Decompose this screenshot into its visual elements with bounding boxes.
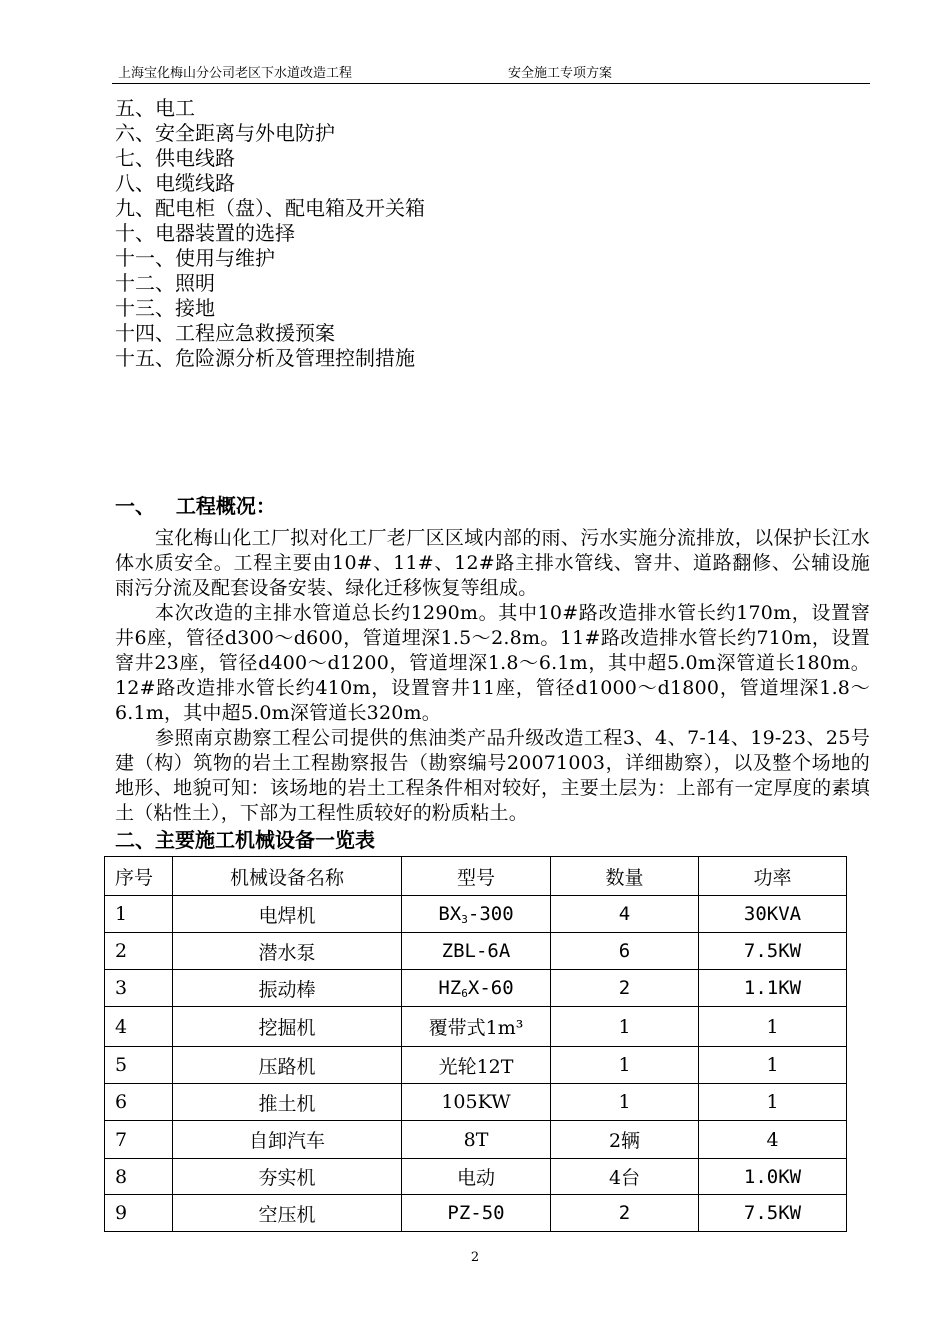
paragraph: 宝化梅山化工厂拟对化工厂老厂区区域内部的雨、污水实施分流排放，以保护长江水体水质安全。工程主要由10#、11#、12#路主排水管线、窨井、道路翻修、公辅设施雨污分流及配套设备安装、绿化迁移恢复等组成。 [115, 527, 870, 599]
header-cell-qty: 数量 [551, 857, 699, 896]
cell-power: 1 [699, 1047, 847, 1084]
cell-name: 潜水泵 [173, 933, 402, 970]
model-tail: X-60 [467, 976, 514, 999]
cell-qty: 1 [551, 1047, 699, 1084]
cell-qty: 4台 [551, 1159, 699, 1195]
cell-model: PZ-50 [402, 1195, 551, 1232]
cell-name: 振动棒 [173, 970, 402, 1007]
cell-model: 电动 [402, 1159, 551, 1195]
model-main: HZ [438, 976, 462, 999]
table-row [105, 933, 847, 970]
toc-list [115, 96, 855, 371]
toc-item: 十三、接地 [115, 296, 215, 320]
toc-item: 五、电工 [115, 96, 195, 120]
table-row [105, 896, 847, 933]
cell-no: 2 [105, 933, 173, 970]
model-subscript: 3 [461, 912, 468, 926]
cell-no: 1 [105, 896, 173, 933]
cell-no: 3 [105, 970, 173, 1007]
header-cell-no: 序号 [105, 857, 173, 896]
table-row [105, 1159, 847, 1195]
cell-power: 1.1KW [699, 970, 847, 1007]
cell-no: 5 [105, 1047, 173, 1084]
cell-qty: 2辆 [551, 1121, 699, 1159]
cell-qty: 6 [551, 933, 699, 970]
table-row [105, 1007, 847, 1047]
paragraph: 参照南京勘察工程公司提供的焦油类产品升级改造工程3、4、7-14、19-23、25号建（构）筑物的岩土工程勘察报告（勘察编号20071003，详细勘察），以及整个场地的地形、地貌可知：该场地的岩土工程条件相对较好，主要土层为：上部有一定厚度的素填土（粘性土），下部为工程性质较好的粉质粘土。 [115, 727, 870, 824]
cell-no: 9 [105, 1195, 173, 1232]
cell-qty: 1 [551, 1007, 699, 1047]
cell-model: 105KW [402, 1084, 551, 1121]
cell-no: 8 [105, 1159, 173, 1195]
toc-item: 九、配电柜（盘）、配电箱及开关箱 [115, 196, 425, 220]
cell-name: 推土机 [173, 1084, 402, 1121]
cell-power: 7.5KW [699, 933, 847, 970]
cell-power: 4 [699, 1121, 847, 1159]
toc-item: 七、供电线路 [115, 146, 235, 170]
cell-no: 6 [105, 1084, 173, 1121]
toc-item: 六、安全距离与外电防护 [115, 121, 335, 145]
cell-power: 7.5KW [699, 1195, 847, 1232]
cell-name: 自卸汽车 [173, 1121, 402, 1159]
cell-qty: 2 [551, 1195, 699, 1232]
toc-item: 十四、工程应急救援预案 [115, 321, 335, 345]
table-row [105, 1047, 847, 1084]
table-row [105, 970, 847, 1007]
section-2-heading: 二、主要施工机械设备一览表 [115, 828, 375, 852]
toc-item: 十、电器装置的选择 [115, 221, 295, 245]
table-header-row [105, 857, 847, 896]
header-rule [112, 83, 870, 84]
toc-item: 十二、照明 [115, 271, 215, 295]
cell-power: 1 [699, 1084, 847, 1121]
toc-item: 八、电缆线路 [115, 171, 235, 195]
toc-item: 十五、危险源分析及管理控制措施 [115, 346, 415, 370]
cell-name: 空压机 [173, 1195, 402, 1232]
page-number: 2 [470, 1250, 480, 1265]
model-tail: -300 [467, 902, 514, 925]
cell-model: 光轮12T [402, 1047, 551, 1084]
cell-power: 1 [699, 1007, 847, 1047]
cell-qty: 1 [551, 1084, 699, 1121]
cell-no: 4 [105, 1007, 173, 1047]
cell-model: ZBL-6A [402, 933, 551, 970]
cell-name: 夯实机 [173, 1159, 402, 1195]
section-1-body [115, 526, 870, 826]
cell-name: 挖掘机 [173, 1007, 402, 1047]
equipment-table [104, 856, 847, 1232]
cell-model [402, 970, 551, 1007]
table-row [105, 1121, 847, 1159]
cell-name: 电焊机 [173, 896, 402, 933]
cell-model: 8T [402, 1121, 551, 1159]
cell-qty: 4 [551, 896, 699, 933]
toc-item: 十一、使用与维护 [115, 246, 275, 270]
cell-power: 1.0KW [699, 1159, 847, 1195]
header-cell-power: 功率 [699, 857, 847, 896]
cell-model [402, 896, 551, 933]
cell-name: 压路机 [173, 1047, 402, 1084]
cell-qty: 2 [551, 970, 699, 1007]
paragraph: 本次改造的主排水管道总长约1290m。其中10#路改造排水管长约170m，设置窨井6座，管径d300～d600，管道埋深1.5～2.8m。11#路改造排水管长约710m，设置窨井23座，管径d400～d1200，管道埋深1.8～6.1m，其中超5.0m深管道长180m。12#路改造排水管长约410m，设置窨井11座，管径d1000～d1800，管道埋深1.8～6.1m，其中超5.0m深管道长320m。 [115, 602, 870, 724]
table-row [105, 1195, 847, 1232]
header-left-title: 上海宝化梅山分公司老区下水道改造工程 [118, 66, 353, 81]
header-cell-name: 机械设备名称 [173, 857, 402, 896]
model-subscript: 6 [461, 986, 468, 1000]
model-main: BX [438, 902, 462, 925]
table-row [105, 1084, 847, 1121]
header-right-title: 安全施工专项方案 [508, 66, 613, 81]
section-1-heading: 一、 工程概况： [115, 494, 276, 518]
cell-power: 30KVA [699, 896, 847, 933]
header-cell-model: 型号 [402, 857, 551, 896]
cell-no: 7 [105, 1121, 173, 1159]
cell-model: 覆带式1m³ [402, 1007, 551, 1047]
